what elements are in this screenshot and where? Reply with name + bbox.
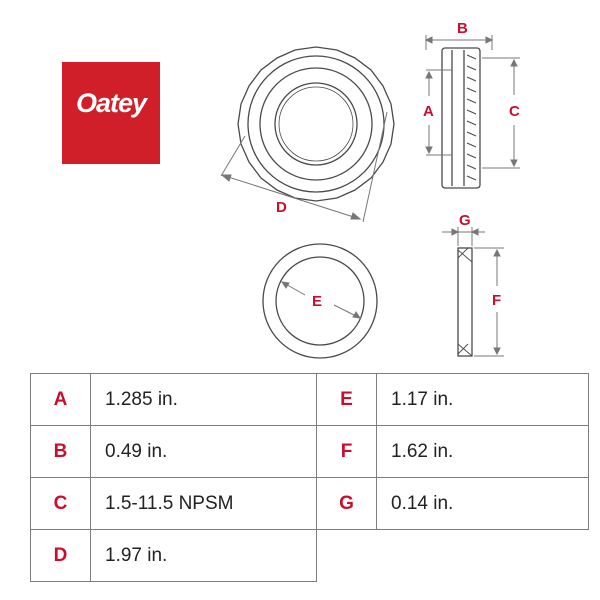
spec-letter-c: C: [31, 478, 91, 530]
nut-side-view: [442, 48, 480, 188]
logo-text: Oatey: [75, 88, 147, 118]
gasket-side-body: [458, 248, 472, 356]
spec-letter-b: B: [31, 426, 91, 478]
specs-table: [30, 373, 589, 582]
table-row: [31, 478, 589, 530]
nut-bore-edge: [279, 87, 353, 161]
spec-value-c: 1.5-11.5 NPSM: [91, 478, 317, 530]
empty-cell: [317, 530, 377, 582]
label-a: A: [423, 103, 434, 120]
spec-value-g: 0.14 in.: [377, 478, 589, 530]
empty-cell: [377, 530, 589, 582]
dimension-d-line: [221, 112, 387, 222]
spec-letter-g: G: [317, 478, 377, 530]
nut-front-view: [238, 47, 394, 201]
spec-value-b: 0.49 in.: [91, 426, 317, 478]
nut-inner-ring: [260, 68, 372, 180]
label-d: D: [276, 199, 287, 216]
table-row: [31, 426, 589, 478]
table-row: [31, 530, 589, 582]
spec-value-e: 1.17 in.: [377, 374, 589, 426]
table-row: [31, 374, 589, 426]
spec-value-a: 1.285 in.: [91, 374, 317, 426]
spec-letter-d: D: [31, 530, 91, 582]
gasket-side-view: [458, 248, 472, 356]
spec-value-d: 1.97 in.: [91, 530, 317, 582]
label-g: G: [459, 212, 471, 229]
spec-value-f: 1.62 in.: [377, 426, 589, 478]
label-b: B: [457, 20, 468, 37]
nut-outer-circle: [248, 56, 384, 192]
label-e: E: [312, 293, 323, 310]
label-f: F: [492, 292, 502, 309]
spec-letter-f: F: [317, 426, 377, 478]
oatey-logo: [62, 62, 160, 164]
spec-letter-a: A: [31, 374, 91, 426]
nut-bore: [275, 83, 357, 165]
nut-outline: [238, 47, 394, 201]
label-c: C: [509, 103, 520, 120]
spec-letter-e: E: [317, 374, 377, 426]
